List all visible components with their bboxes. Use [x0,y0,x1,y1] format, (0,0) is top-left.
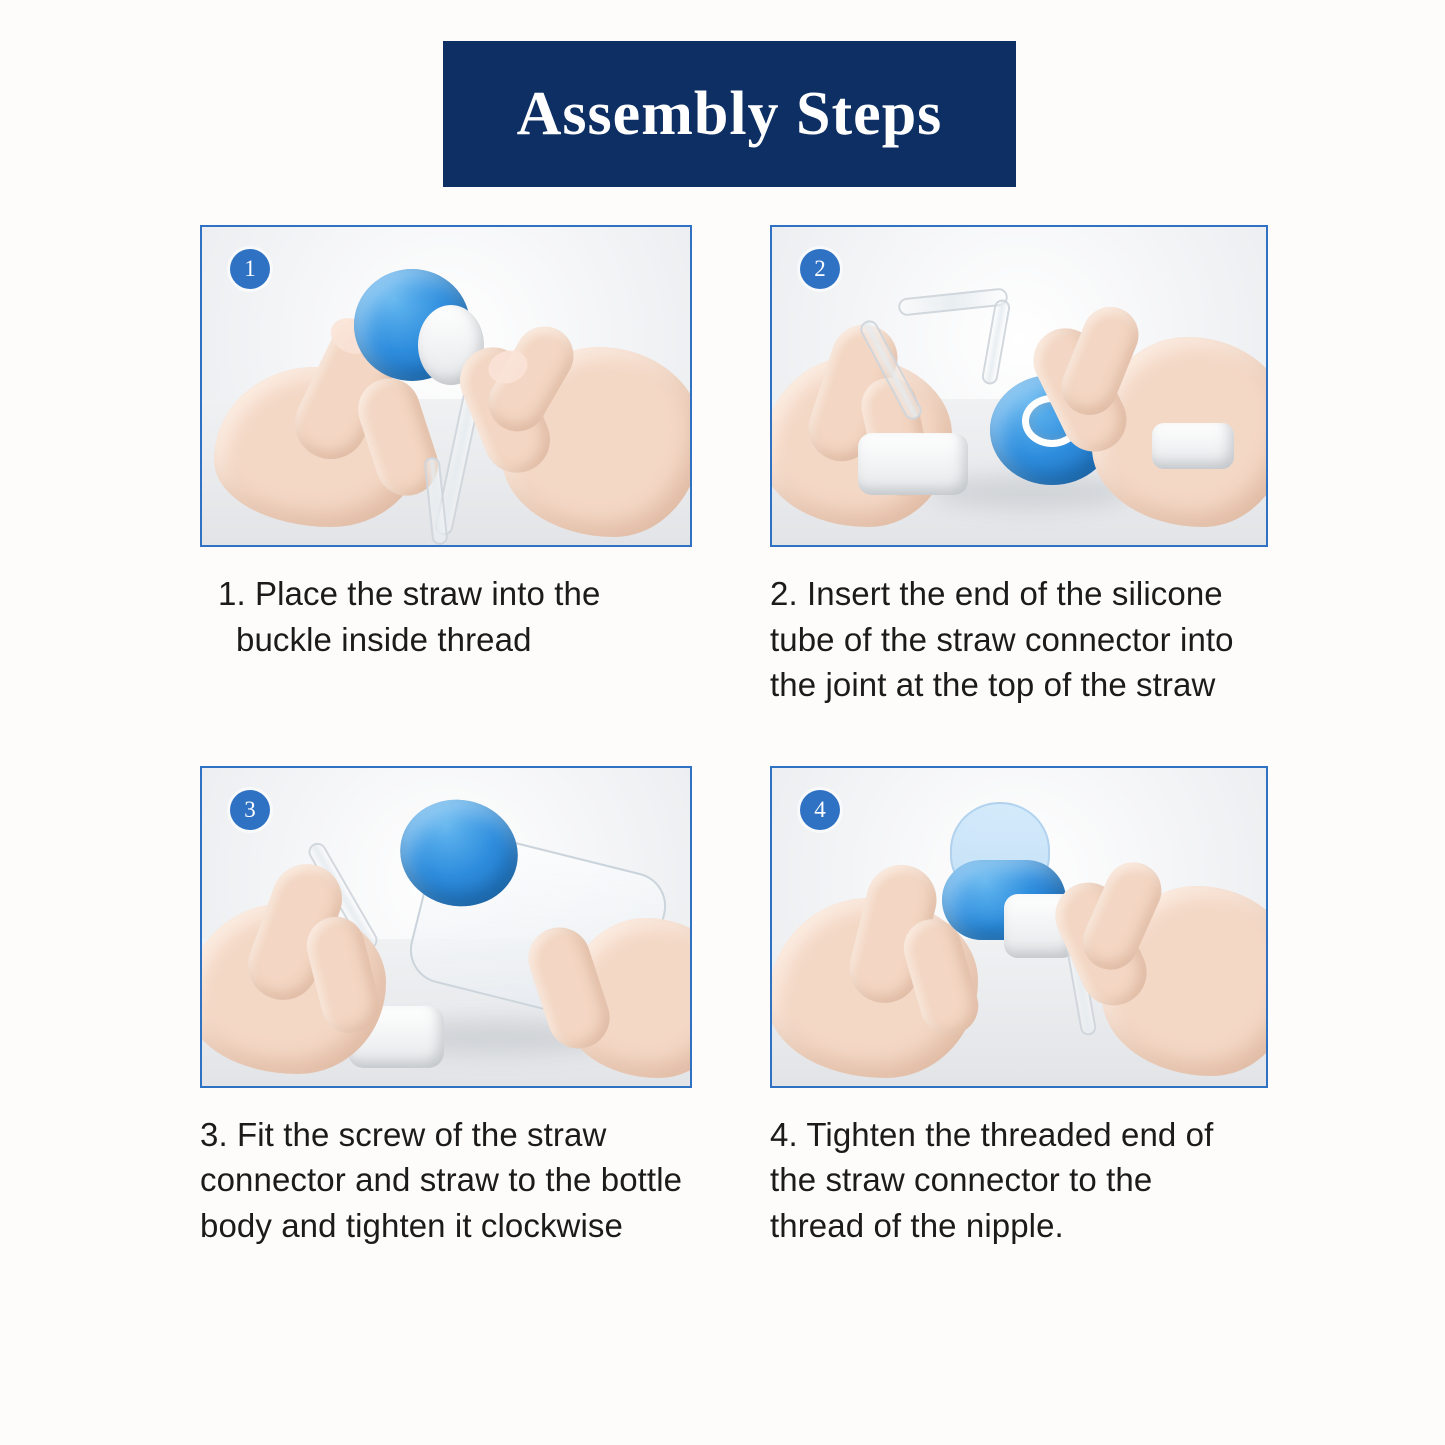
step-1-illustration [202,227,690,545]
step-row-2 [0,766,1445,1249]
step-cell-2 [722,225,1444,708]
step-1-image [200,225,692,547]
step-4-illustration [772,768,1266,1086]
nipple-thread-part [1152,423,1234,469]
step-badge: 2 [800,249,840,289]
step-3-image [200,766,692,1088]
step-2-image [770,225,1268,547]
step-1-caption: 1. Place the straw into the buckle inside thread [218,575,601,658]
step-3-illustration [202,768,690,1086]
step-2-caption: 2. Insert the end of the silicone tube of the straw connector into the joint at the top of the straw [770,575,1234,704]
step-2-illustration [772,227,1266,545]
step-cell-1 [0,225,722,708]
white-screw-cap [858,433,968,495]
step-row-1 [0,225,1445,708]
title-banner [443,41,1016,187]
steps-grid [0,225,1445,1248]
step-cell-3 [0,766,722,1249]
step-4-image [770,766,1268,1088]
step-badge: 4 [800,790,840,830]
step-badge: 1 [230,249,270,289]
step-3-caption: 3. Fit the screw of the straw connector and straw to the bottle body and tighten it clockwise [200,1115,683,1244]
step-4-caption: 4. Tighten the threaded end of the straw connector to the thread of the nipple. [770,1115,1214,1244]
step-badge: 3 [230,790,270,830]
page-title: Assembly Steps [516,80,943,148]
step-cell-4 [722,766,1444,1249]
row-spacer [0,708,1445,766]
